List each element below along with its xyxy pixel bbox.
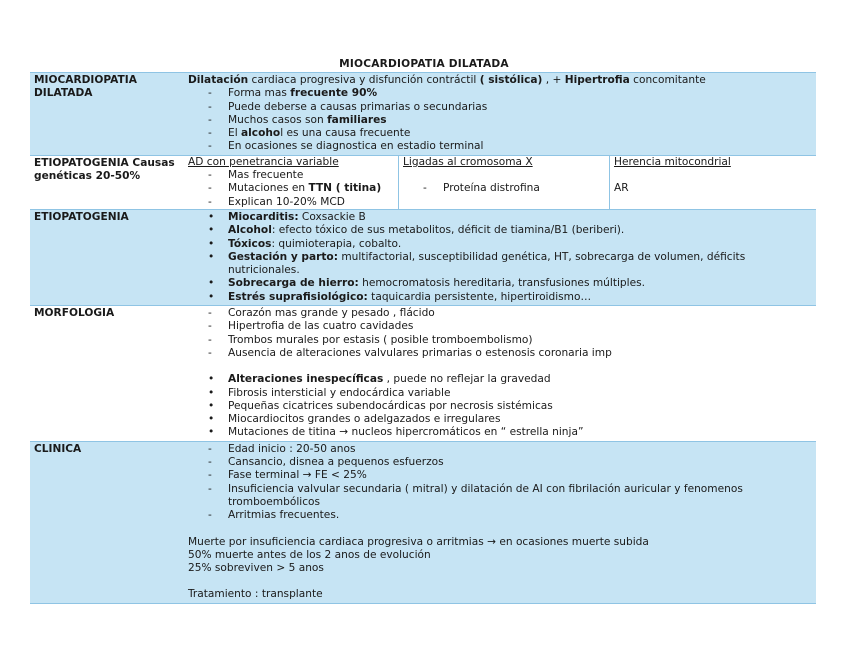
list-item: • Miocardiocitos grandes o adelgazados e irregulares [208, 413, 812, 426]
mitochondrial-column [610, 156, 813, 209]
text: , + [542, 74, 565, 86]
bullet-list [188, 373, 812, 439]
bold-term: ( sistólica) [479, 74, 543, 86]
list-item: • Mutaciones de titina → nucleos hipercromáticos en “ estrella ninja” [208, 426, 812, 439]
row-content [184, 306, 816, 442]
list-item: • Gestación y parto: multifactorial, susceptibilidad genética, HT, sobrecarga de volumen, déficits nutricionales. [208, 251, 812, 278]
bold-term: Hipertrofia [564, 74, 630, 86]
list-item: • Alteraciones inespecíficas , puede no reflejar la gravedad [208, 373, 812, 386]
list-item: • Miocarditis: Coxsackie B [208, 211, 812, 224]
list-item: - Hipertrofia de las cuatro cavidades [208, 320, 812, 333]
bold-term: Dilatación [188, 74, 249, 86]
paragraph: 50% muerte antes de los 2 anos de evolución [188, 548, 431, 561]
row-morfologia [30, 306, 816, 442]
paragraph: Muerte por insuficiencia cardiaca progresiva o arritmias → en ocasiones muerte subida [188, 535, 649, 548]
row-label: ETIOPATOGENIA Causas genéticas 20-50% [30, 155, 184, 209]
list-item: - Arritmias frecuentes. [208, 509, 812, 522]
dash-list [188, 87, 812, 153]
list-item: - Fase terminal → FE < 25% [208, 469, 812, 482]
list-item: - Trombos murales por estasis ( posible tromboembolismo) [208, 334, 812, 347]
intro-line [188, 74, 812, 87]
list-item: • Fibrosis intersticial y endocárdica variable [208, 387, 812, 400]
row-label: MORFOLOGIA [30, 306, 184, 442]
row-content [184, 441, 816, 603]
column-heading: AD con penetrancia variable [188, 155, 339, 168]
dash-list [188, 443, 812, 523]
column-heading: Ligadas al cromosoma X [403, 155, 533, 168]
document-title: MIOCARDIOPATIA DILATADA [339, 58, 509, 70]
row-content [184, 73, 816, 156]
list-item: • Estrés suprafisiológico: taquicardia persistente, hipertiroidismo… [208, 291, 812, 304]
ad-column [188, 156, 399, 209]
list-item: - Corazón mas grande y pesado , flácido [208, 307, 812, 320]
genetics-subtable [188, 156, 812, 209]
paragraph: Tratamiento : transplante [188, 588, 323, 601]
list-item: - Proteína distrofina [423, 182, 605, 195]
list-item: • Sobrecarga de hierro: hemocromatosis hereditaria, transfusiones múltiples. [208, 277, 812, 290]
list-item: - Mutaciones en TTN ( titina) [208, 182, 394, 195]
list-item: - Mas frecuente [208, 169, 394, 182]
x-linked-column [399, 156, 610, 209]
paragraph: 25% sobreviven > 5 anos [188, 562, 324, 575]
list-item: - Forma mas frecuente 90% [208, 87, 812, 100]
list-item: - Puede deberse a causas primarias o secundarias [208, 101, 812, 114]
list-item: - Muchos casos son familiares [208, 114, 812, 127]
row-content [184, 209, 816, 305]
list-item: • Pequeñas cicatrices subendocárdicas por necrosis sistémicas [208, 400, 812, 413]
row-etiopatogenia [30, 209, 816, 305]
list-item: - Cansancio, disnea a pequenos esfuerzos [208, 456, 812, 469]
row-clinica [30, 441, 816, 603]
row-genetica [30, 155, 816, 209]
list-item: - Explican 10-20% MCD [208, 196, 394, 209]
bullet-list [188, 211, 812, 304]
row-label: CLINICA [30, 441, 184, 603]
list-item: - En ocasiones se diagnostica en estadio terminal [208, 140, 812, 153]
summary-table [30, 72, 816, 604]
dash-list [403, 182, 605, 195]
row-label: MIOCARDIOPATIA DILATADA [30, 73, 184, 156]
list-item: • Alcohol: efecto tóxico de sus metabolitos, déficit de tiamina/B1 (beriberi). [208, 224, 812, 237]
text: concomitante [629, 74, 706, 86]
text: cardiaca progresiva y disfunción contráctil [248, 74, 480, 86]
inheritance-value: AR [614, 182, 629, 195]
list-item: - Ausencia de alteraciones valvulares primarias o estenosis coronaria imp [208, 347, 812, 360]
list-item: • Tóxicos: quimioterapia, cobalto. [208, 238, 812, 251]
dash-list [188, 169, 394, 209]
list-item: - Edad inicio : 20-50 anos [208, 443, 812, 456]
row-content [184, 155, 816, 209]
row-label: ETIOPATOGENIA [30, 209, 184, 305]
list-item: - Insuficiencia valvular secundaria ( mitral) y dilatación de AI con fibrilación auricular y fenomenos tromboembólicos [208, 483, 812, 510]
list-item: - El alcohol es una causa frecuente [208, 127, 812, 140]
row-miocardiopatia [30, 73, 816, 156]
dash-list [188, 307, 812, 360]
column-heading: Herencia mitocondrial [614, 155, 731, 168]
